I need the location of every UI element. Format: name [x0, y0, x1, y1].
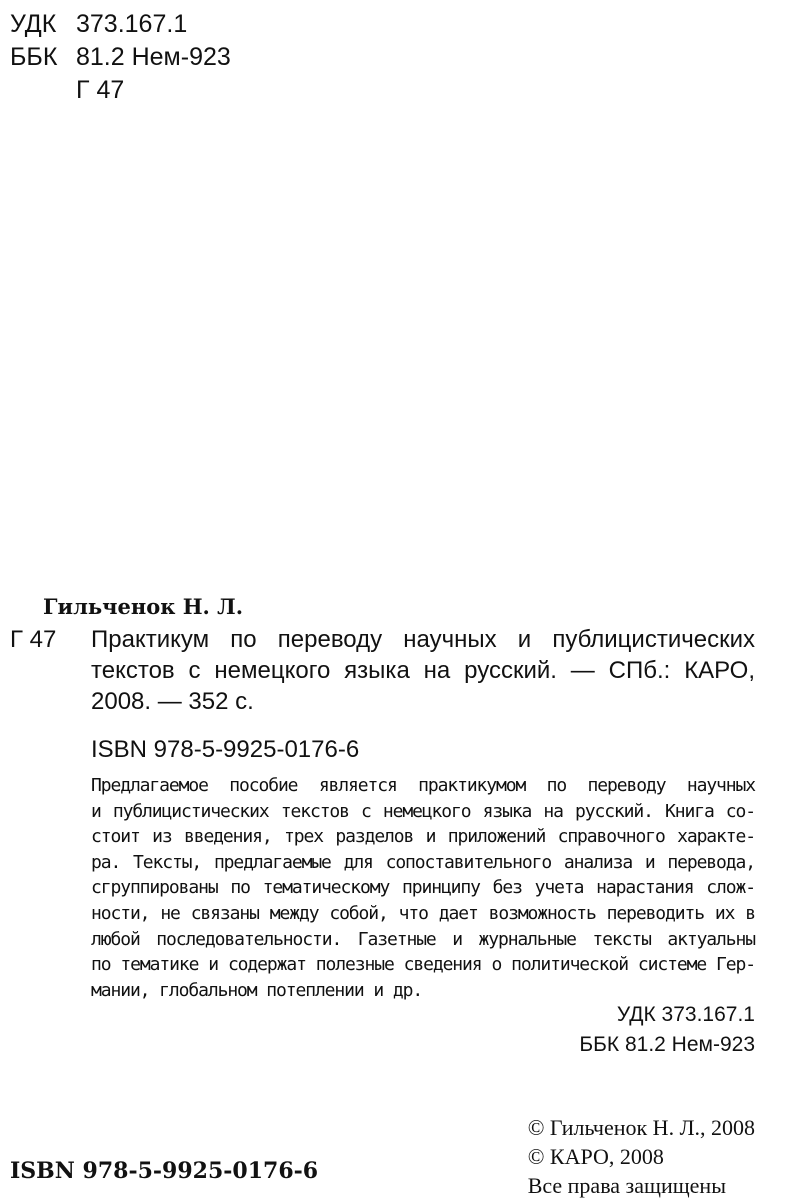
udk-label: УДК [10, 10, 57, 38]
annotation-line: сгруппированы по тематическому принципу без учета нарастания слож- [91, 877, 755, 899]
title-line: текстов с немецкого языка на русский. — СПб.: КАРО, [91, 657, 755, 684]
author-name: Гильченок Н. Л. [43, 594, 244, 619]
annotation-line: стоит из введения, трех разделов и приложений справочного характе- [91, 826, 755, 848]
annotation-line: ности, не связаны между собой, что дает возможность переводить их в [91, 902, 755, 924]
annotation-line: по тематике и содержат полезные сведения о политической системе Гер- [91, 954, 755, 976]
footer-udk: УДК 373.167.1 [616, 1003, 755, 1026]
author-index-code: Г 47 [10, 626, 57, 653]
isbn-record: ISBN 978-5-9925-0176-6 [91, 736, 360, 763]
title-line: Практикум по переводу научных и публицистических [91, 626, 755, 653]
classification-block [10, 8, 231, 107]
annotation-line: и публицистических текстов с немецкого языка на русский. Книга со- [91, 800, 755, 822]
copyright-block [528, 1113, 755, 1200]
copyright-author: © Гильченок Н. Л., 2008 [527, 1115, 755, 1140]
annotation-paragraph [91, 773, 755, 1003]
bbk-row [10, 41, 231, 74]
footer-bbk: ББК 81.2 Нем-923 [579, 1033, 755, 1056]
bbk-value: 81.2 Нем-923 [76, 43, 231, 71]
copyright-publisher: © КАРО, 2008 [527, 1144, 664, 1169]
udk-value: 373.167.1 [76, 10, 188, 38]
annotation-line: мании, глобальном потеплении и др. [91, 979, 423, 1001]
footer-classification-codes [579, 1000, 755, 1060]
annotation-line: ра. Тексты, предлагаемые для сопоставительного анализа и перевода, [91, 851, 755, 873]
rights-reserved: Все права защищены [527, 1173, 726, 1198]
bbk-label: ББК [10, 43, 58, 71]
udk-row [10, 8, 231, 41]
author-mark-row [10, 74, 231, 107]
annotation-line: любой последовательности. Газетные и журнальные тексты актуальны [91, 928, 755, 950]
author-mark: Г 47 [76, 76, 125, 104]
isbn-bold: ISBN 978-5-9925-0176-6 [10, 1158, 319, 1184]
title-line: 2008. — 352 с. [91, 688, 254, 715]
annotation-line: Предлагаемое пособие является практикумом по переводу научных [91, 775, 755, 796]
bibliographic-title [91, 624, 755, 717]
